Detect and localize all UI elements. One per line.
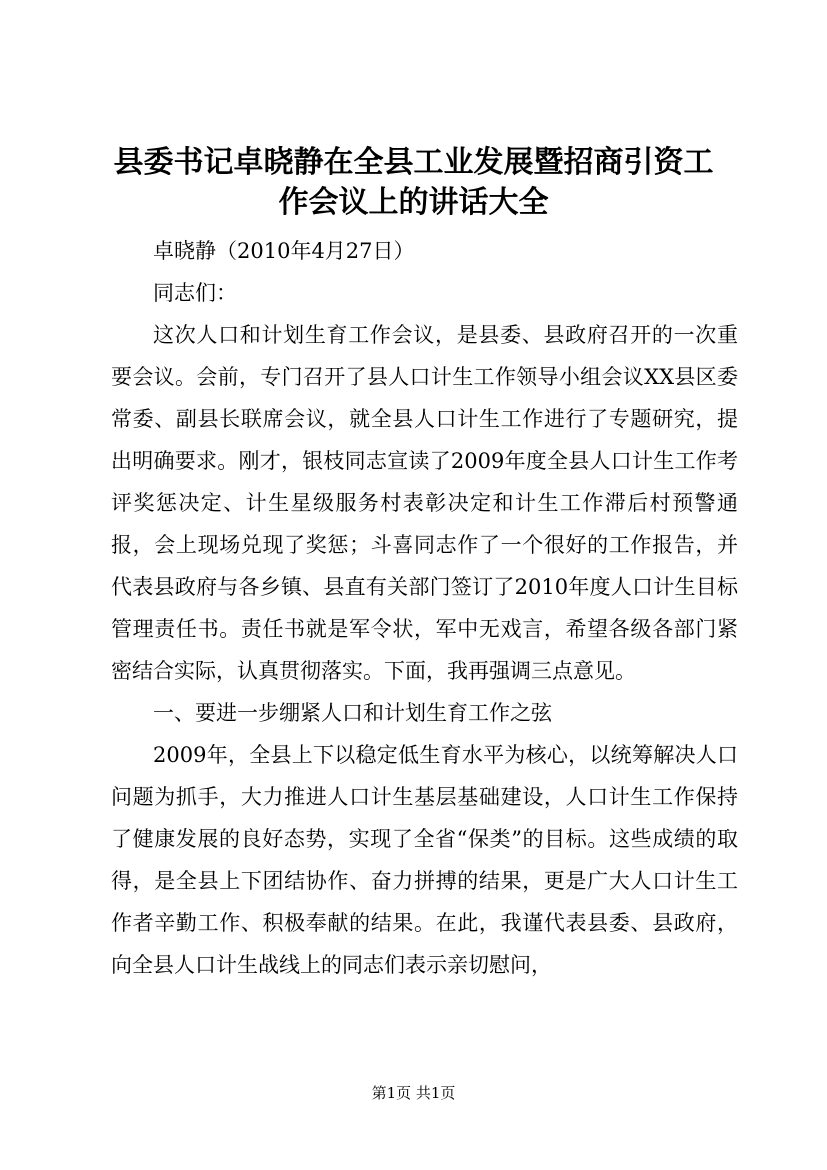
document-title: 县委书记卓晓静在全县工业发展暨招商引资工作会议上的讲话大全 bbox=[113, 145, 714, 220]
body-paragraph: 这次人口和计划生育工作会议，是县委、县政府召开的一次重要会议。会前，专门召开了县人口计生工作领导小组会议XX县区委常委、副县长联席会议，就全县人口计生工作进行了专题研究，提出明确要求。刚才，银枝同志宣读了2009年度全县人口计生工作考评奖惩决定、计生星级服务村表彰决定和计生工作滞后村预警通报，会上现场兑现了奖惩；斗喜同志作了一个很好的工作报告，并代表县政府与各乡镇、县直有关部门签订了2010年度人口计生目标管理责任书。责任书就是军令状，军中无戏言，希望各级各部门紧密结合实际，认真贯彻落实。下面，我再强调三点意见。 bbox=[111, 323, 738, 683]
section-heading: 一、要进一步绷紧人口和计划生育工作之弦 bbox=[153, 701, 552, 725]
document-body bbox=[111, 230, 738, 986]
page-footer: 第1页 共1页 bbox=[371, 1084, 456, 1102]
author-date-line: 卓晓静（2010年4月27日） bbox=[153, 239, 415, 263]
salutation: 同志们： bbox=[153, 281, 237, 305]
body-paragraph: 2009年，全县上下以稳定低生育水平为核心，以统筹解决人口问题为抓手，大力推进人口计生基层基础建设，人口计生工作保持了健康发展的良好态势，实现了全省“保类”的目标。这些成绩的取得，是全县上下团结协作、奋力拼搏的结果，更是广大人口计生工作者辛勤工作、积极奉献的结果。在此，我谨代表县委、县政府，向全县人口计生战线上的同志们表示亲切慰问， bbox=[111, 743, 738, 977]
